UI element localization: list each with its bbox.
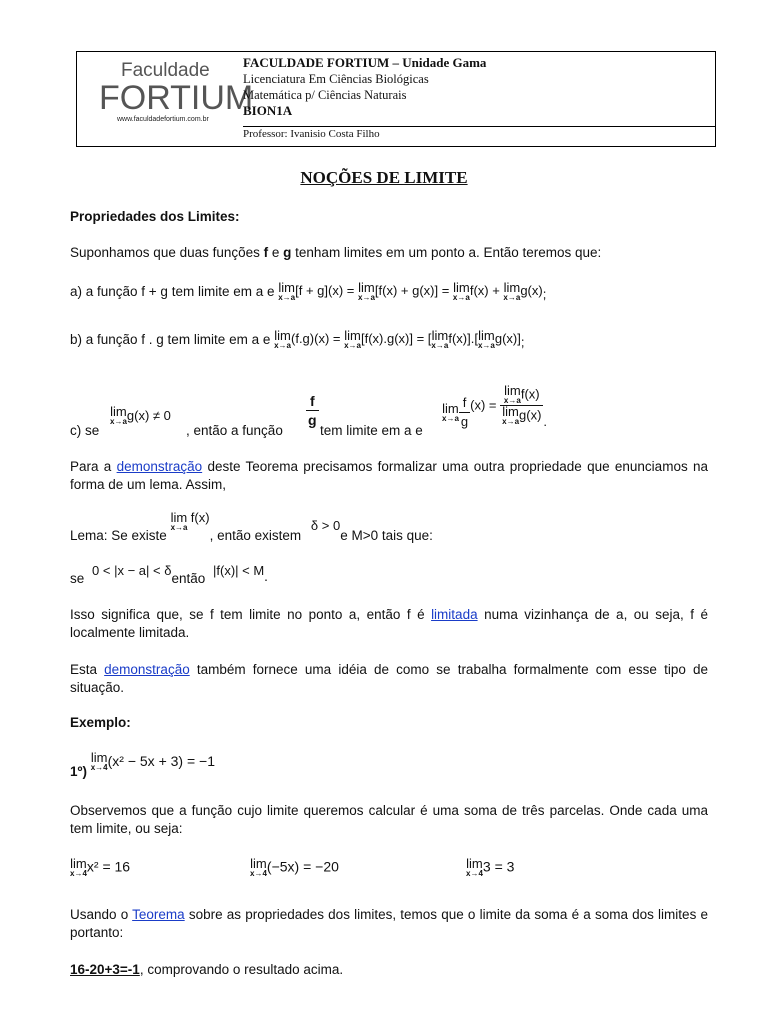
end-period: .	[264, 569, 268, 584]
lim-symbol: lim	[502, 404, 519, 419]
intro-post: tenham limites em um ponto a. Então teremos que:	[291, 245, 602, 260]
header-box	[76, 51, 716, 147]
intro-g: g	[283, 245, 292, 260]
text: numa vizinhança de a, ou seja, f é localmente limitada.	[70, 607, 708, 640]
lim-subscript: x→a	[503, 293, 521, 302]
logo	[91, 56, 254, 126]
lhs-x: (x) =	[470, 397, 501, 413]
formula-part: [f(x) + g(x)] =	[374, 283, 453, 299]
text: sobre as propriedades dos limites, temos que o limite da soma é a soma dos limites e portanto:	[70, 907, 708, 940]
link-teorema[interactable]: Teorema	[132, 907, 185, 922]
header-info	[243, 55, 713, 119]
link-demonstracao-2[interactable]: demonstração	[104, 662, 190, 677]
formula-part: f(x)].[	[448, 331, 478, 347]
condition-text: g(x) ≠ 0	[126, 408, 171, 423]
exemplo-1-label: 1º)	[70, 764, 87, 779]
delta-condition: δ > 0	[310, 517, 341, 533]
lema-post: e M>0 tais que:	[340, 527, 433, 543]
lim-symbol: lim	[90, 750, 108, 766]
logo-url: www.faculdadefortium.com.br	[117, 116, 209, 123]
paragraph-teorema	[70, 906, 708, 942]
lhs-denominator: g	[460, 414, 469, 429]
limits-row-item-2	[250, 858, 339, 878]
paragraph-limitada	[70, 606, 708, 642]
property-a-text: a) a função f + g tem limite em a e	[70, 283, 279, 299]
lim-subscript: x→4	[90, 763, 108, 773]
limit-expression: x² = 16	[86, 858, 131, 875]
paragraph-demonstracao	[70, 458, 708, 494]
lim-subscript: x→a	[274, 341, 291, 350]
course-name: Licenciatura Em Ciências Biológicas	[243, 72, 429, 86]
property-c-formula	[442, 380, 547, 431]
lim-symbol: lim	[431, 328, 449, 343]
property-b-formula	[274, 328, 525, 351]
lim-subscript: x→a	[170, 523, 188, 532]
fraction-denominator: g	[308, 412, 317, 428]
lim-subscript: x→4	[250, 869, 267, 878]
final-result-text: , comprovando o resultado acima.	[139, 962, 344, 977]
class-code: BION1A	[243, 103, 293, 118]
fraction-numerator: f	[306, 392, 319, 411]
property-c-condition	[110, 406, 171, 426]
text: Para a	[70, 459, 117, 474]
lim-symbol: lim	[466, 856, 483, 871]
lim-symbol: lim	[170, 510, 188, 525]
property-b-text: b) a função f . g tem limite em a e	[70, 331, 275, 347]
text: também fornece uma idéia de como se trabalha formalmente com esse tipo de situação.	[70, 662, 708, 695]
lim-symbol: lim	[70, 856, 87, 871]
exemplo-1-lim	[91, 752, 108, 772]
formula-end: .	[543, 414, 548, 429]
subject-name: Matemática p/ Ciências Naturais	[243, 88, 407, 102]
exemplo-1	[70, 750, 215, 779]
lim-subscript: x→4	[466, 869, 483, 878]
text: Usando o	[70, 907, 133, 922]
lema-line	[70, 510, 710, 543]
property-c-post: tem limite em a e	[320, 423, 423, 438]
exemplo-1-expression: (x² − 5x + 3) = −1	[107, 753, 215, 769]
lim-subscript: x→a	[278, 293, 296, 302]
inequality-1: 0 < |x − a| < δ	[92, 563, 172, 578]
rhs-numerator: f(x)	[520, 386, 540, 402]
property-b	[70, 330, 710, 352]
paragraph-esta	[70, 661, 708, 697]
limit-expression: 3 = 3	[482, 858, 515, 875]
page-title: NOÇÕES DE LIMITE	[300, 168, 468, 187]
formula-part: g(x)	[520, 283, 543, 299]
lim-symbol: lim	[250, 856, 267, 871]
link-demonstracao[interactable]: demonstração	[116, 459, 203, 474]
text: Isso significa que, se f tem limite no ponto a, então f é	[70, 607, 432, 622]
lim-subscript: x→a	[431, 341, 449, 350]
inequality-2: |f(x)| < M	[213, 563, 265, 578]
lim-subscript: x→4	[70, 869, 87, 878]
se-entao-line	[70, 562, 710, 586]
text: Esta	[70, 662, 105, 677]
rhs-denominator: g(x)	[519, 407, 542, 423]
property-a	[70, 282, 710, 304]
lim-symbol: lim	[110, 404, 127, 419]
formula-end: ;	[520, 335, 525, 351]
lim-subscript: x→a	[477, 341, 495, 350]
lim-subscript: x→a	[344, 341, 361, 350]
property-a-formula	[278, 280, 547, 303]
intro-pre: Suponhamos que duas funções	[70, 245, 264, 260]
link-limitada[interactable]: limitada	[431, 607, 478, 622]
formula-part: [f + g](x) =	[295, 283, 358, 299]
lim-symbol: lim	[278, 280, 295, 295]
intro-paragraph	[70, 244, 710, 262]
paragraph-observemos: Observemos que a função cujo limite queremos calcular é uma soma de três parcelas. Onde cada uma tem limite, ou seja:	[70, 803, 708, 836]
formula-part: g(x)]	[494, 331, 521, 347]
lim-subscript: x→a	[442, 413, 459, 423]
lema-pre: Lema: Se existe	[70, 527, 171, 543]
lhs-numerator: f	[459, 394, 470, 413]
formula-end: ;	[542, 287, 547, 303]
intro-mid: e	[268, 245, 284, 260]
lim-symbol: lim	[453, 280, 470, 295]
lim-subscript: x→a	[503, 396, 521, 405]
lim-function: f(x)	[190, 510, 210, 525]
logo-top-text: Faculdade	[121, 60, 210, 81]
lim-symbol: lim	[442, 400, 459, 416]
lim-subscript: x→a	[452, 293, 470, 302]
limits-row-item-3	[466, 858, 514, 878]
formula-part: f(x) +	[469, 283, 504, 299]
professor-name: Professor: Ivanisio Costa Filho	[243, 128, 380, 140]
section-heading: Propriedades dos Limites:	[70, 209, 240, 224]
property-c-mid: , então a função	[186, 423, 283, 438]
se-word: se	[70, 571, 85, 586]
fraction-f-over-g	[306, 392, 319, 429]
lim-symbol: lim	[274, 328, 291, 343]
property-c	[70, 380, 710, 440]
lim-symbol: lim	[358, 280, 375, 295]
lim-subscript: x→a	[502, 417, 520, 426]
exemplo-heading: Exemplo:	[70, 715, 131, 730]
header-divider	[243, 126, 715, 127]
property-c-pre: c) se	[70, 423, 100, 438]
institution-name: FACULDADE FORTIUM – Unidade Gama	[243, 55, 487, 70]
limit-expression: (−5x) = −20	[266, 858, 339, 875]
text: deste Teorema precisamos formalizar uma outra propriedade que enunciamos na forma de um lema. Assim,	[70, 459, 708, 492]
formula-part: [f(x).g(x)] = [	[361, 331, 432, 347]
logo-main-text: FORTIUM	[99, 79, 254, 117]
final-result	[70, 961, 343, 979]
lim-subscript: x→a	[358, 293, 375, 302]
lim-symbol: lim	[504, 383, 521, 398]
final-result-bold: 16-20+3=-1	[70, 962, 140, 977]
lema-mid: , então existem	[209, 527, 305, 543]
entao-word: então	[171, 571, 206, 586]
lim-symbol: lim	[478, 328, 495, 343]
formula-part: (f.g)(x) =	[291, 331, 345, 347]
intro-f: f	[263, 245, 269, 260]
lim-symbol: lim	[503, 280, 521, 295]
lim-symbol: lim	[344, 328, 361, 343]
lema-lim	[171, 512, 210, 532]
limits-row-item-1	[70, 858, 130, 878]
lim-subscript: x→a	[110, 417, 127, 426]
